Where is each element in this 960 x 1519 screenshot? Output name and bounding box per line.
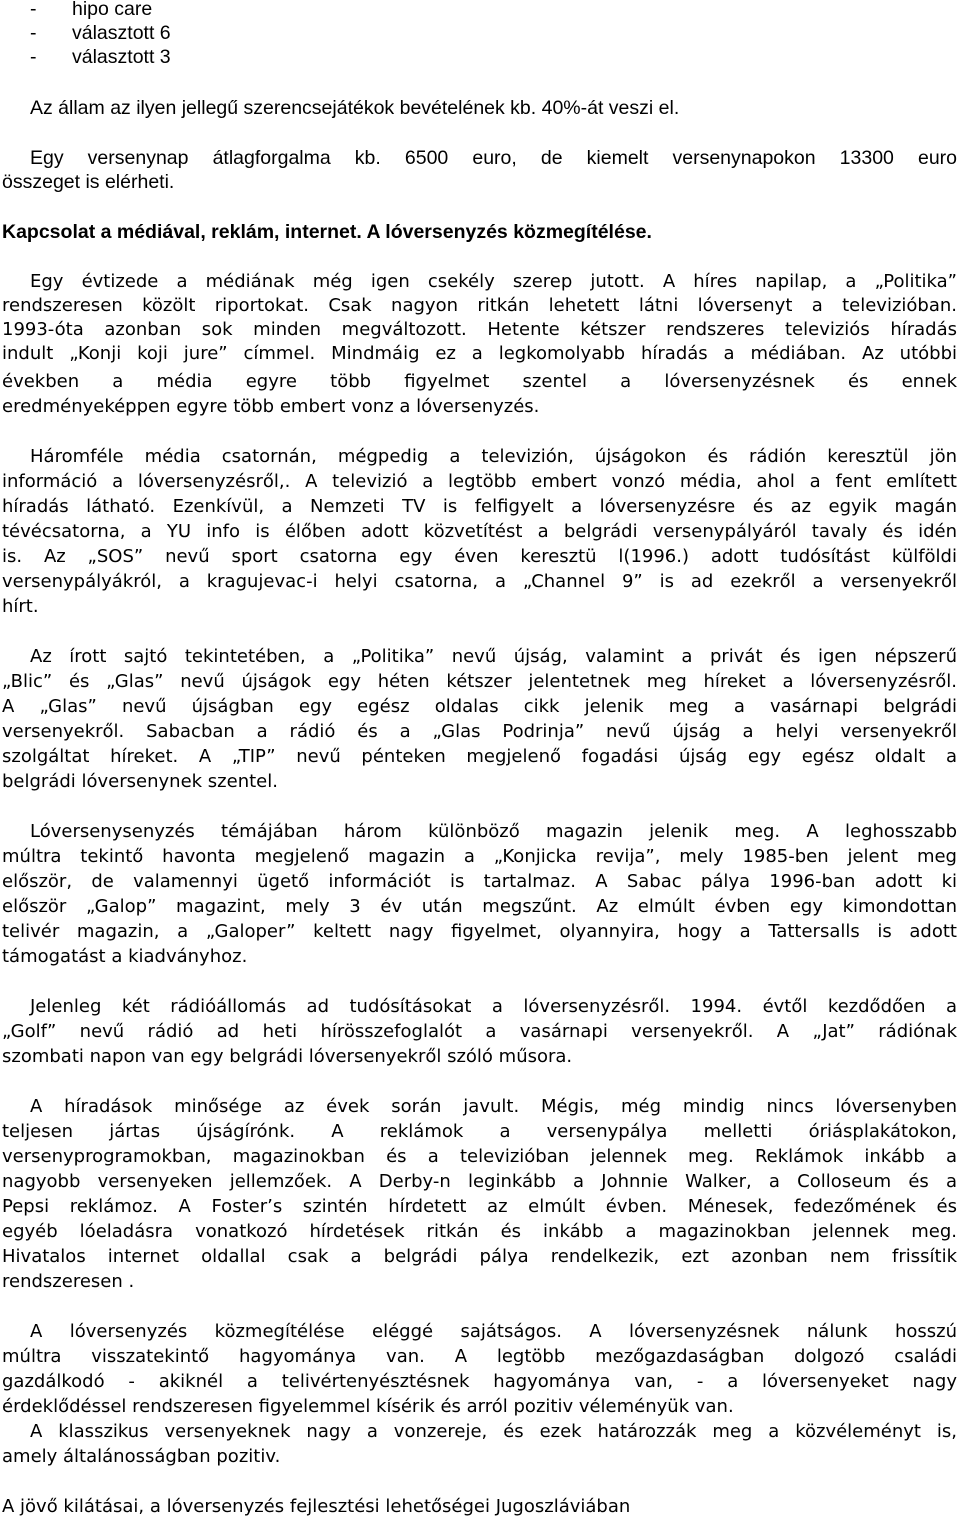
paragraph-line: nagyobb versenyeken jellemzőek. A Derby-n leginkább a Johnnie Walker, a Colloseum és a [2, 1171, 957, 1192]
paragraph-line: támogatást a kiadványhoz. [2, 946, 248, 967]
paragraph-line: egyéb lóeladásra vonatkozó hírdetések ritkán és inkább a magazinokban jelennek meg. [2, 1221, 957, 1242]
list-dash: - [30, 0, 37, 20]
paragraph-line: először „Galop” magazint, mely 3 év után megszűnt. Az elmúlt évben egy kimondottan [2, 896, 957, 917]
paragraph-line: gazdálkodó - akiknél a telivértenyésztésnek hagyománya van, - a lóversenyeket nagy [2, 1371, 957, 1392]
paragraph-line: versenyekről. Sabacban a rádió és a „Glas Podrinja” nevű újság a helyi versenyekről [2, 721, 957, 742]
paragraph-line: Háromféle média csatornán, mégpedig a televizión, újságokon és rádión keresztül jön [30, 446, 957, 467]
paragraph-line: hírt. [2, 596, 39, 617]
paragraph-line: rendszeresen közölt riportokat. Csak nagyon ritkán lehetett látni lóversenyt a televizióban. [2, 295, 957, 316]
paragraph-line: rendszeresen . [2, 1271, 135, 1292]
paragraph-line: amely általánosságban pozitiv. [2, 1446, 281, 1467]
paragraph-line: indult „Konji koji jure” címmel. Mindmáig ez a legkomolyabb híradás a médiában. Az utóbbi [2, 343, 957, 364]
list-item [2, 45, 957, 69]
list-dash: - [30, 22, 37, 44]
paragraph-line: Hivatalos internet oldallal csak a belgrádi pálya rendelkezik, ezt azonban nem frissítik [2, 1246, 957, 1267]
paragraph-line: híradás látható. Ezenkívül, a Nemzeti TV is felfigyelt a lóversenyzésre és az egyik magán [2, 496, 957, 517]
paragraph-line: teljesen jártas újságírónk. A reklámok a versenypálya melletti óriásplakátokon, [2, 1121, 957, 1142]
paragraph-line: A „Glas” nevű újságban egy egész oldalas cikk jelenik meg a vasárnapi belgrádi [2, 696, 957, 717]
intro-paragraph: Az állam az ilyen jellegű szerencsejátékok bevételének kb. 40%-át veszi el. [30, 97, 680, 119]
section-heading: Kapcsolat a médiával, reklám, internet. A lóversenyzés közmegítélése. [2, 221, 652, 243]
paragraph-line: először, de valamennyi ügető információt is tartalmaz. A Sabac pálya 1996-ban adott ki [2, 871, 957, 892]
paragraph-line: Lóversenysenyzés témájában három különböző magazin jelenik meg. A leghosszabb [30, 821, 957, 842]
paragraph-line: belgrádi lóversenynek szentel. [2, 771, 278, 792]
section-heading-future: A jövő kilátásai, a lóversenyzés fejlesztési lehetőségei Jugoszláviában [2, 1496, 631, 1517]
paragraph-line: eredményeképpen egyre több embert vonz a lóversenyzés. [2, 396, 540, 417]
list-item-text: választott 6 [72, 22, 171, 44]
paragraph-line: A híradások minősége az évek során javult. Mégis, még mindig nincs lóversenyben [30, 1096, 957, 1117]
paragraph-line: is. Az „SOS” nevű sport csatorna egy éven keresztü l(1996.) adott tudósítást külföldi [2, 546, 957, 567]
paragraph-line: Az írott sajtó tekintetében, a „Politika” nevű újság, valamint a privát és igen népszerű [30, 646, 957, 667]
paragraph-line: Pepsi reklámoz. A Foster’s szintén hírdetett az elmúlt évben. Ménesek, fedezőmének és [2, 1196, 957, 1217]
list-dash: - [30, 46, 37, 68]
paragraph-line: versenypályákról, a kragujevac-i helyi csatorna, a „Channel 9” is ad ezekről a versenyekről [2, 571, 957, 592]
list-item [2, 0, 957, 21]
paragraph-line: versenyprogramokban, magazinokban és a televizióban jelennek meg. Reklámok inkább a [2, 1146, 957, 1167]
paragraph-line: szombati napon van egy belgrádi lóversenyekről szóló műsora. [2, 1046, 573, 1067]
list-item [2, 21, 957, 45]
paragraph-line: Egy évtizede a médiának még igen csekély szerep jutott. A híres napilap, a „Politika” [30, 271, 957, 292]
paragraph-line: A lóversenyzés közmegítélése eléggé sajátságos. A lóversenyzésnek nálunk hosszú [30, 1321, 957, 1342]
paragraph-line: A klasszikus versenyeknek nagy a vonzereje, és ezek határozzák meg a közvéleményt is, [30, 1421, 957, 1442]
paragraph-line: telivér magazin, a „Galoper” keltett nagy figyelmet, olyannyira, hogy a Tattersalls is adott [2, 921, 957, 942]
paragraph-line: információ a lóversenyzésről,. A televizió a legtöbb embert vonzó média, ahol a fent említett [2, 471, 957, 492]
paragraph-line: múltra tekintő havonta megjelenő magazin a „Konjicka revija”, mely 1985-ben jelent meg [2, 846, 957, 867]
paragraph-line: szolgáltat híreket. A „TIP” nevű pénteken megjelenő fogadási újság egy egész oldalt a [2, 746, 957, 767]
paragraph-line: években a média egyre több figyelmet szentel a lóversenyzésnek és ennek [2, 371, 957, 392]
list-item-text: választott 3 [72, 46, 171, 68]
paragraph-line: érdeklődéssel rendszeresen figyelemmel kísérik és arról pozitiv véleményük van. [2, 1396, 734, 1417]
paragraph-line: „Golf” nevű rádió ad heti hírösszefoglalót a vasárnapi versenyekről. A „Jat” rádiónak [2, 1021, 957, 1042]
paragraph-line: tévécsatorna, a YU info is élőben adott közvetítést a belgrádi versenypályáról tavaly és idén [2, 521, 957, 542]
paragraph-line: Jelenleg két rádióállomás ad tudósításokat a lóversenyzésről. 1994. évtől kezdődően a [30, 996, 957, 1017]
intro-paragraph-line: összeget is elérheti. [2, 171, 175, 193]
paragraph-line: múltra visszatekintő hagyománya van. A legtöbb mezőgazdaságban dolgozó családi [2, 1346, 957, 1367]
intro-paragraph-line: Egy versenynap átlagforgalma kb. 6500 euro, de kiemelt versenynapokon 13300 euro [30, 147, 957, 169]
paragraph-line: 1993-óta azonban sok minden megváltozott. Hetente kétszer rendszeres televiziós híradás [2, 319, 957, 340]
paragraph-line: „Blic” és „Glas” nevű újságok egy héten kétszer jelentetnek meg híreket a lóversenyzésről. [2, 671, 957, 692]
list-item-text: hipo care [72, 0, 153, 20]
